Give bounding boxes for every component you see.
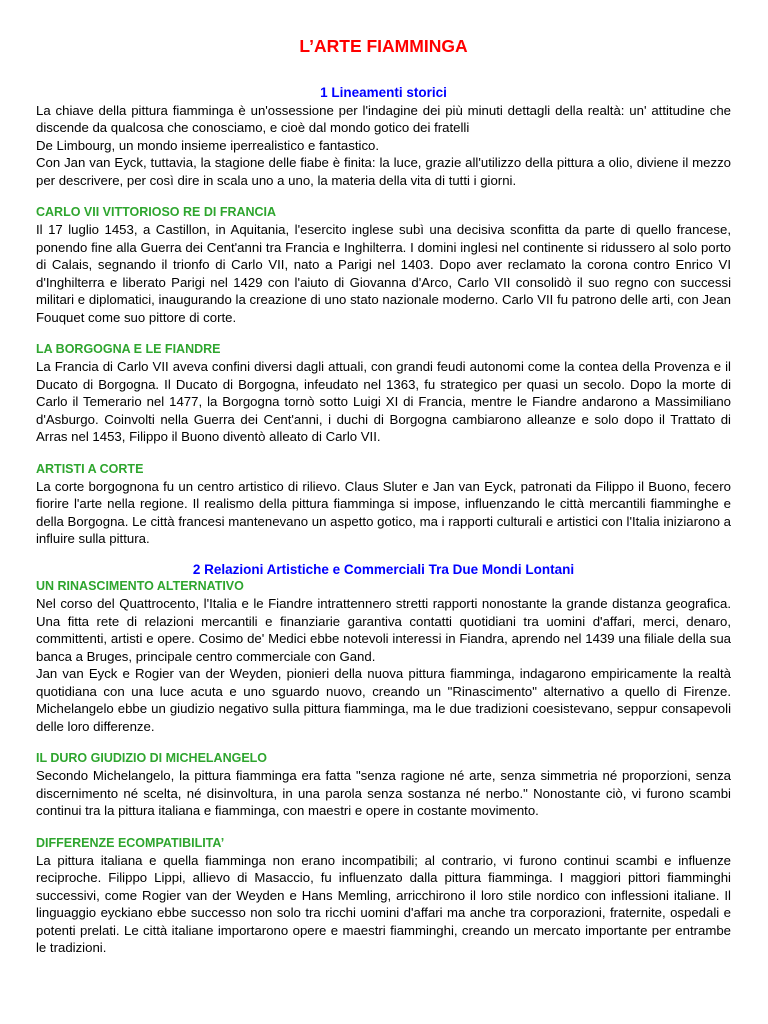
section-heading-borgogna: LA BORGOGNA E LE FIANDRE bbox=[36, 342, 221, 356]
section-heading-differenze: DIFFERENZE ECOMPATIBILITA’ bbox=[36, 835, 225, 850]
section-text-borgogna: La Francia di Carlo VII aveva confini diversi dagli attuali, con grandi feudi autonomi come la contea della Provenza e il Ducato di Borgogna. Il Ducato di Borgogna, infeudato nel 1363, fu strategico per quasi un secolo. Dopo la morte di Carlo il Temerario nel 1477, la Borgogna tornò sotto Luigi XI di Francia, mentre le Fiandre andarono a Massimiliano d'Asburgo. Coinvolti nella Guerra dei Cent'anni, i duchi di Borgogna cambiarono alleanze e solo dopo il Trattato di Arras nel 1453, Filippo il Buono diventò alleato di Carlo VII. bbox=[36, 359, 731, 444]
chapter-1-intro-line-1: La chiave della pittura fiamminga è un'ossessione per l'indagine dei più minuti dettagli della realtà: un' attitudine che discende da qualcosa che conosciamo, e cioè dal mondo gotico dei fratelli bbox=[36, 102, 731, 135]
section-text-rinascimento-1: Nel corso del Quattrocento, l'Italia e le Fiandre intrattennero stretti rapporti nonostante la grande distanza geografica. Una fitta rete di relazioni mercantili e finanziarie garantiva contatti quotidiani tra uomini d'affari, merci, denaro, committenti, artisti e opere. Cosimo de' Medici ebbe notevoli interessi in Fiandra, aprendo nel 1439 una filiale della sua banca a Bruges, principale centro commerciale con Gand. bbox=[36, 596, 731, 664]
section-text-artisti: La corte borgognona fu un centro artistico di rilievo. Claus Sluter e Jan van Eyck, patronati da Filippo il Buono, fecero fiorire l'arte nella regione. Il realismo della pittura fiamminga si impose, influenzando le città mercantili fiamminghe e della Borgogna. Le città francesi mantenevano un aspetto gotico, ma i rapporti culturali e artistici con l'Italia iniziarono a influire sulla pittura. bbox=[36, 478, 731, 546]
section-heading-artisti: ARTISTI A CORTE bbox=[36, 461, 144, 476]
section-text-michelangelo: Secondo Michelangelo, la pittura fiamminga era fatta "senza ragione né arte, senza simmetria né proporzioni, senza discernimento né scelta, né disinvoltura, in una parola senza sostanza né nerbo." Nonostante ciò, vi furono scambi continui tra la pittura italiana e fiamminga, con maestri e opere in costante movimento. bbox=[36, 768, 731, 818]
section-heading-michelangelo: IL DURO GIUDIZIO DI MICHELANGELO bbox=[36, 751, 268, 765]
chapter-1-heading: 1 Lineamenti storici bbox=[320, 85, 447, 100]
section-text-rinascimento-2: Jan van Eyck e Rogier van der Weyden, pionieri della nuova pittura fiamminga, indagarono empiricamente la realtà quotidiana con una luce acuta e uno sguardo nuovo, creando un "Rinascimento" alternativo a quello di Firenze. Michelangelo ebbe un giudizio negativo sulla pittura fiamminga, ma le due tradizioni coesistevano, seppur consapevoli delle loro differenze. bbox=[36, 666, 731, 734]
section-heading-rinascimento: UN RINASCIMENTO ALTERNATIVO bbox=[36, 579, 244, 593]
chapter-2-heading: 2 Relazioni Artistiche e Commerciali Tra Due Mondi Lontani bbox=[192, 561, 575, 577]
chapter-1-intro-line-2: De Limbourg, un mondo insieme iperrealistico e fantastico. bbox=[36, 137, 380, 153]
section-text-differenze: La pittura italiana e quella fiamminga non erano incompatibili; al contrario, vi furono continui scambi e influenze reciproche. Filippo Lippi, allievo di Masaccio, fu influenzato dalla pittura fiamminga. I maggiori pittori fiamminghi successivi, come Rogier van der Weyden e Hans Memling, arricchirono il loro stile nordico con inflessioni italiane. Il linguaggio eyckiano ebbe successo non solo tra ricchi uomini d'affari ma anche tra corporazioni, fraternite, ospedali e potenti prelati. Le città italiane importarono opere e maestri fiamminghi, creando un mercato importante per entrambe le tradizioni. bbox=[36, 852, 731, 955]
chapter-1-intro-line-3: Con Jan van Eyck, tuttavia, la stagione delle fiabe è finita: la luce, grazie all'utilizzo della pittura a olio, diviene il mezzo per descrivere, per così dire in scala uno a uno, la materia della vita di tutti i giorni. bbox=[36, 155, 731, 188]
section-heading-carlo-vii: CARLO VII VITTORIOSO RE DI FRANCIA bbox=[36, 205, 277, 219]
section-text-carlo-vii: Il 17 luglio 1453, a Castillon, in Aquitania, l'esercito inglese subì una decisiva sconfitta da parte di quello francese, ponendo fine alla Guerra dei Cent'anni tra Francia e Inghilterra. I domini inglesi nel continente si ridussero al solo porto di Calais, segnando il trionfo di Carlo VII, nato a Parigi nel 1403. Dopo aver reclamato la corona contro Enrico VI d'Inghilterra e liberato Parigi nel 1429 con l'aiuto di Giovanna d'Arco, Carlo VII consolidò il suo regno con successi militari e diplomatici, inaugurando la creazione di uno stato nazionale moderno. Carlo VII fu patrono delle arti, con Jean Fouquet come suo pittore di corte. bbox=[36, 222, 731, 325]
document-title: L’ARTE FIAMMINGA bbox=[299, 36, 468, 56]
